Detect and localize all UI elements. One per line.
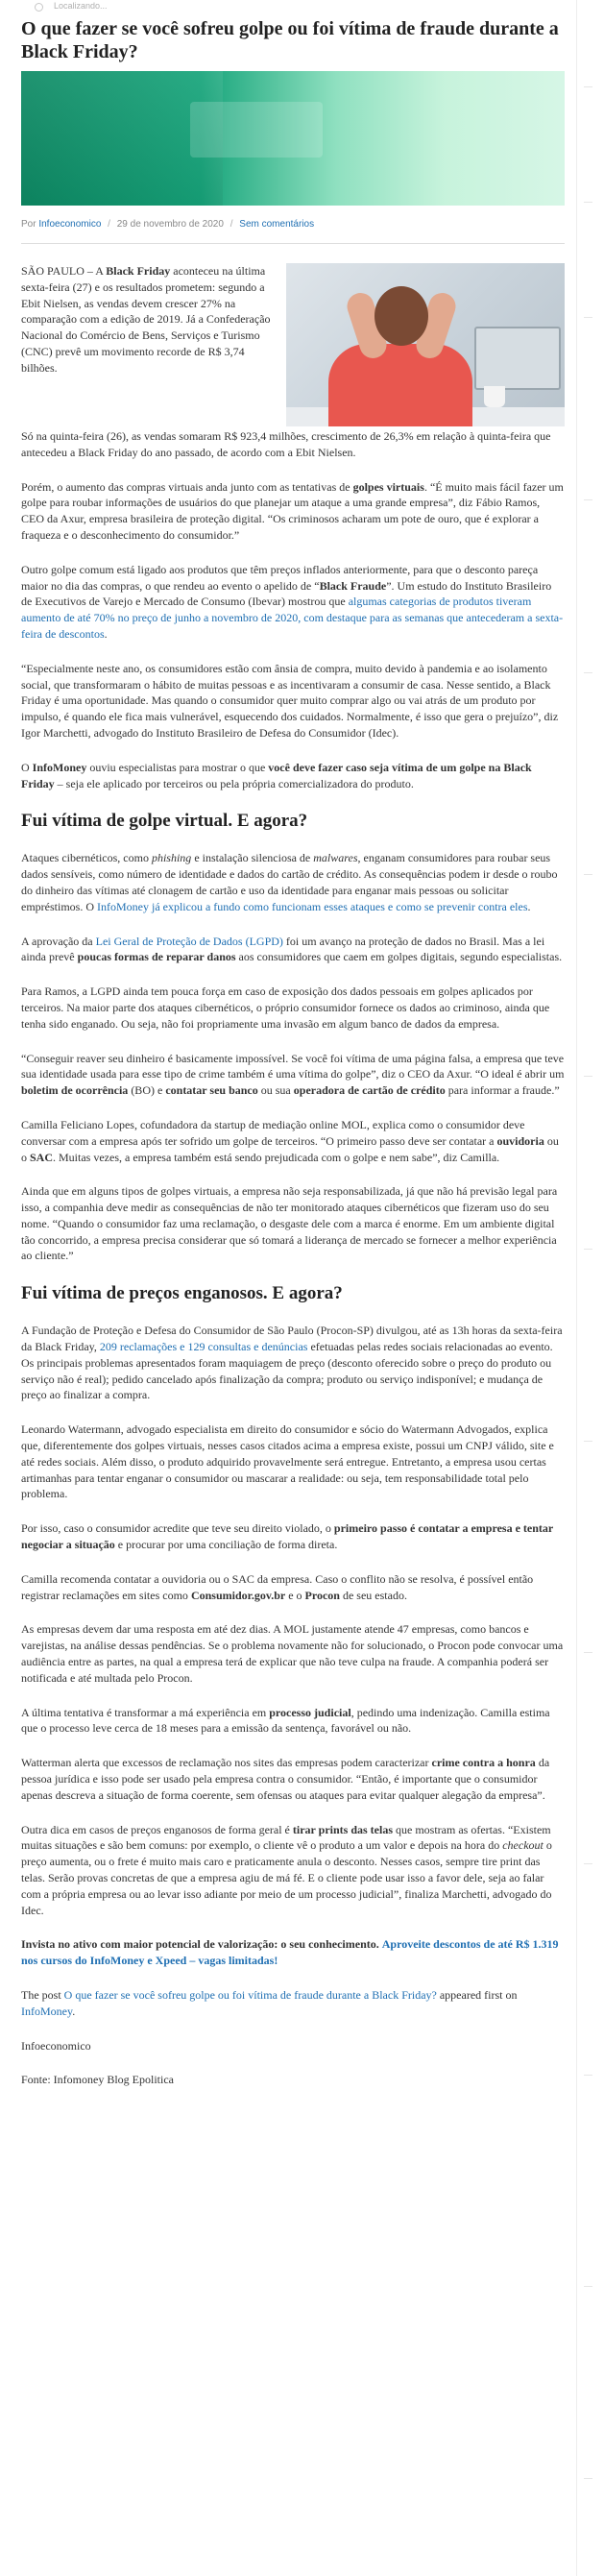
paragraph-4: Outro golpe comum está ligado aos produtos que têm preços inflados anteriormente, para que o desconto pareça maior no dia das compras, o que rendeu ao evento o apelido de “Black Fraude”. Um estudo do Instituto Brasileiro de Executivos de Varejo e Mercado de Consumo (Ibevar) mostrou que algumas categorias de produtos tiveram aumento de até 70% no preço de junho a novembro de 2020, com destaque para as semanas que antecederam a sexta-feira de descontos.: [21, 562, 564, 641]
location-icon: [35, 3, 43, 12]
paragraph-8: A aprovação da Lei Geral de Proteção de Dados (LGPD) foi um avanço na proteção de dados no Brasil. Mas a lei ainda prevê poucas formas de reparar danos aos consumidores que caem em golpes digitais, segundo especialistas.: [21, 934, 563, 964]
paragraph-16: Camilla recomenda contatar a ouvidoria ou o SAC da empresa. Caso o conflito não se resolva, é possível então registrar reclamações em sites como Consumidor.gov.br e o Procon de seu estado.: [21, 1571, 534, 1602]
content-column: [21, 17, 565, 2106]
sidebar-divider: [576, 0, 577, 2576]
location-bar: [0, 0, 604, 13]
paragraph-18: A última tentativa é transformar a má experiência em processo judicial, pedindo uma indenização. Camilla estima que o processo leve cerca de 18 meses para a emissão da sentença, favorável ou não.: [21, 1705, 550, 1736]
paragraph-1: SÃO PAULO – A Black Friday aconteceu na última sexta-feira (27) e os resultados prometem: segundo a Ebit Nielsen, as vendas devem crescer 27% na comparação com a edição de 2019. Já a Confederação Nacional do Comércio de Bens, Serviços e Turismo (CNC) prevê um movimento recorde de R$ 3,74 bilhões.: [21, 264, 271, 375]
meta-by: Por: [21, 219, 36, 230]
article-body: [21, 263, 565, 2088]
paragraph-14: Leonardo Watermann, advogado especialista em direito do consumidor e sócio do Watermann Advogados, explica que, diferentemente dos golpes virtuais, nesses casos citados acima a empresa existe, possui um CNPJ válido, site e até redes sociais. Além disso, o produto adquirido provavelmente será entregue. Entretanto, a empresa usou certas artimanhas para tentar enganar o consumidor ou mascarar a realidade: ou seja, tem responsabilidade total pelo problema.: [21, 1422, 554, 1501]
promo-paragraph: [21, 1936, 565, 1969]
author-signature: Infoeconomico: [21, 2038, 91, 2053]
sidebar-scroll-marks: [584, 0, 604, 2576]
paragraph-12: Ainda que em alguns tipos de golpes virtuais, a empresa não seja responsabilizada, já que não há previsão legal para isso, a companhia deve medir as consequências de não ter monitorado ataques cibernéticos que fizeram uso do seu nome. “Quando o consumidor faz uma reclamação, o desgaste dele com a marca é enorme. Em um ambiente digital tão concorrido, a empresa precisa considerar que só tomará a liderança de mercado se fornecer a melhor experiência ao cliente.”: [21, 1184, 558, 1263]
post-date: 29 de novembro de 2020: [116, 219, 224, 230]
location-status: Localizando...: [54, 1, 108, 11]
paragraph-20: Outra dica em casos de preços enganosos de forma geral é tirar prints das telas que mostram as ofertas. “Existem muitas situações e são bem comuns: por exemplo, o cliente vê o produto a um valor e depois na hora do checkout o preço aumenta, ou o frete é muito mais caro e praticamente anula o desconto. Nesses casos, sempre tire print das telas. Serão provas concretas de que a empresa agiu de má fé. E o cliente pode usar isso a favor dele, seja ao falar com a própria empresa ou ao levar isso adiante por meio de um processo judicial”, finaliza Marchetti, advogado do Idec.: [21, 1822, 552, 1917]
lgpd-link[interactable]: Lei Geral de Proteção de Dados (LGPD): [95, 934, 283, 948]
source-paragraph: The post O que fazer se você sofreu golpe ou foi vítima de fraude durante a Black Friday? appeared first on InfoMoney.: [21, 1987, 518, 2018]
hero-banner-image: [21, 71, 565, 206]
author-link[interactable]: Infoeconomico: [38, 219, 102, 230]
laptop-shape: [474, 327, 561, 390]
paragraph-13: A Fundação de Proteção e Defesa do Consumidor de São Paulo (Procon-SP) divulgou, até as 13h horas da sexta-feira da Black Friday, 209 reclamações e 129 consultas e denúncias efetuadas pelas redes sociais relacionadas ao evento. Os principais problemas apresentados foram maquiagem de preço (desconto oferecido sobre o preço do produto ou serviço não é real); pedido cancelado após finalização da compra; produto ou serviço indisponível; e mudança de preço ao finalizar a compra.: [21, 1324, 563, 1402]
hero-banner-block: [190, 102, 323, 158]
post-title-link[interactable]: O que fazer se você sofreu golpe ou foi vítima de fraude durante a Black Friday?: [63, 1987, 437, 2002]
source-credit: Fonte: Infomoney Blog Epolitica: [21, 2073, 174, 2087]
section-heading-misleading-prices: Fui vítima de preços enganosos. E agora?: [21, 1283, 343, 1304]
paragraph-7: Ataques cibernéticos, como phishing e instalação silenciosa de malwares, enganam consumidores para roubar seus dados sensíveis, como número de identidade e dados do cartão de crédito. As consequências podem ir desde o roubo do dinheiro das vítimas até clonagem de cartão e uso da identidade para enganar mais pessoas ou solicitar empréstimos. O InfoMoney já explicou a fundo como funcionam esses ataques e como se prevenir contra eles.: [21, 851, 558, 913]
intro-block: [21, 263, 565, 428]
paragraph-15: Por isso, caso o consumidor acredite que teve seu direito violado, o primeiro passo é contatar a empresa e tentar negociar a situação e procurar por uma conciliação de forma direta.: [21, 1521, 553, 1552]
promo-text: Invista no ativo com maior potencial de valorização: o seu conhecimento.: [21, 1937, 379, 1952]
meta-separator: /: [108, 219, 110, 230]
procon-complaints-link[interactable]: 209 reclamações e 129 consultas e denúncias: [99, 1340, 308, 1354]
paragraph-10: “Conseguir reaver seu dinheiro é basicamente impossível. Se você foi vítima de uma página falsa, a empresa que teve sua identidade usada para esse tipo de crime também é uma vítima do golpe”, diz o CEO da Axur. “O ideal é abrir um boletim de ocorrência (BO) e contatar seu banco ou sua operadora de cartão de crédito para informar a fraude.”: [21, 1051, 565, 1098]
paragraph-5: “Especialmente neste ano, os consumidores estão com ânsia de compra, muito devido à pandemia e ao isolamento social, que transformaram o hábito de muitas pessoas e as incentivaram a consumir de casa. Nesse sentido, a Black Friday é uma oportunidade. Mas quando o consumidor quer muito comprar algo ou vai atrás de um produto por impulso, é quando ele fica mais vulnerável, esquecendo dos cuidados. Normalmente, é isso que gera o prejuízo”, diz Igor Marchetti, advogado do Instituto Brasileiro de Defesa do Consumidor (Idec).: [21, 661, 559, 740]
promo-courses-link[interactable]: Aproveite descontos de até R$ 1.319 nos cursos do InfoMoney e Xpeed – vagas limitadas!: [21, 1937, 559, 1968]
infomoney-link[interactable]: InfoMoney: [21, 2004, 73, 2018]
meta-separator: /: [230, 219, 233, 230]
comments-link[interactable]: Sem comentários: [239, 219, 315, 230]
infomoney-attacks-link[interactable]: InfoMoney já explicou a fundo como funcionam esses ataques e como se prevenir contra eles: [97, 899, 528, 913]
paragraph-9: Para Ramos, a LGPD ainda tem pouca força em caso de exposição dos dados pessoais em golpes aplicados por terceiros. Na maior parte dos ataques cibernéticos, o próprio consumidor fornece os dados ao criminoso, ainda que tenha sido enganado. Ou seja, não foi propriamente uma invasão em algum banco de dados da empresa.: [21, 984, 550, 1031]
section-heading-virtual-scam: Fui vítima de golpe virtual. E agora?: [21, 811, 308, 832]
paragraph-2: Só na quinta-feira (26), as vendas somaram R$ 923,4 milhões, crescimento de 26,3% em relação à quinta-feira que antecedeu a Black Friday do ano passado, de acordo com a Ebit Nielsen.: [21, 429, 551, 459]
paragraph-19: Watterman alerta que excessos de reclamação nos sites das empresas podem caracterizar crime contra a honra da pessoa jurídica e isso pode ser usado pela empresa contra o consumidor. “Então, é importante que o consumidor apenas descreva a situação de forma coerente, sem ofensas ou ataques para evitar qualquer alegação da empresa”.: [21, 1756, 550, 1802]
stressed-woman-photo: [286, 263, 565, 426]
post-title: O que fazer se você sofreu golpe ou foi vítima de fraude durante a Black Friday?: [21, 18, 559, 62]
paragraph-3: Porém, o aumento das compras virtuais anda junto com as tentativas de golpes virtuais. “É muito mais fácil fazer um golpe para roubar informações de usuários do que planejar um ataque a uma grande empresa”, diz Fábio Ramos, CEO da Axur, empresa brasileira de proteção digital. “Os criminosos acharam um pote de ouro, que é explorar a fraqueza e o desconhecimento do consumidor.”: [21, 479, 564, 542]
paragraph-6: O InfoMoney ouviu especialistas para mostrar o que você deve fazer caso seja vítima de um golpe na Black Friday – seja ele aplicado por terceiros ou pela própria comercializadora do produto.: [21, 760, 532, 790]
post-meta: [21, 219, 565, 244]
paragraph-17: As empresas devem dar uma resposta em até dez dias. A MOL justamente atende 47 empresas, como bancos e varejistas, na análise dessas pendências. Se o problema novamente não for solucionado, o Procon pode convocar uma audiência entre as partes, na qual a empresa terá de explicar que não teve culpa na fraude. A companhia poderá ser notificada e até multada pelo Procon.: [21, 1622, 564, 1685]
paragraph-11: Camilla Feliciano Lopes, cofundadora da startup de mediação online MOL, explica como o consumidor deve conversar com a empresa após ter sofrido um golpe de terceiros. “O primeiro passo deve ser contatar a ouvidoria ou o SAC. Muitas vezes, a empresa também está sendo prejudicada com o golpe e nem sabe”, diz Camilla.: [21, 1117, 559, 1164]
ibevar-study-link[interactable]: algumas categorias de produtos tiveram aumento de até 70% no preço de junho a novembro de 2020, com destaque para as semanas que antecederam a sexta-feira de descontos: [21, 595, 564, 641]
